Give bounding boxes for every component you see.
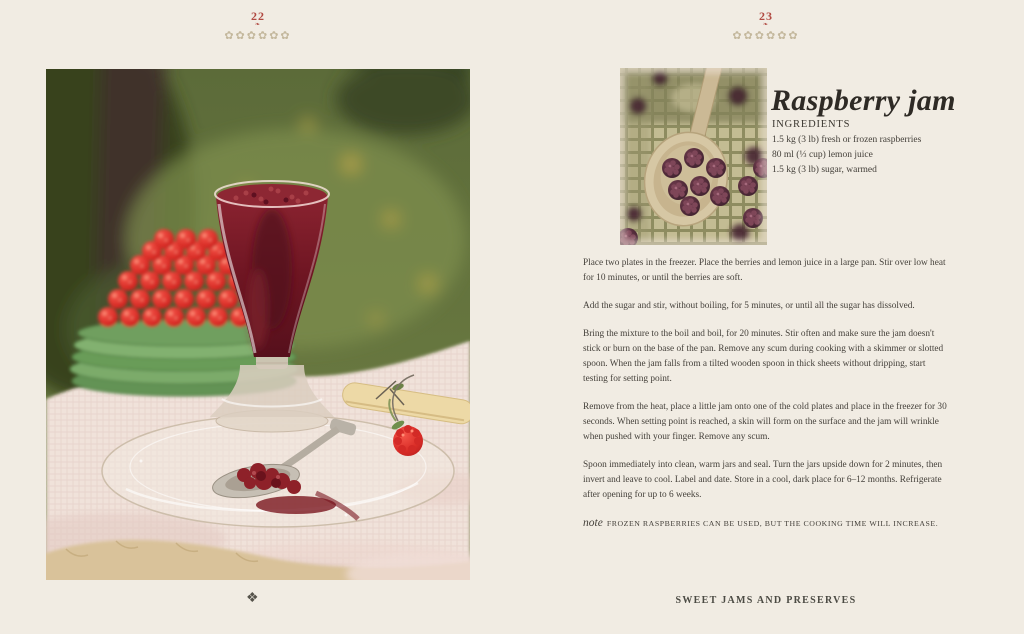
ingredients-list [772,133,1012,178]
ingredient-item: 80 ml (⅓ cup) lemon juice [772,150,873,160]
page-number-text: 23 [759,9,773,23]
recipe-paragraph: Spoon immediately into clean, warm jars and seal. Turn the jars upside down for 2 minutes, then invert and leave to cool. Label and date. Store in a cool, dark place for 6–12 months. Refrigerate after opening for up to 6 weeks. [583,459,943,500]
raspberry-jam-photo [46,69,470,580]
left-page-number [208,10,308,28]
right-page-number [716,10,816,28]
page-number-flourish-icon: ❧ [762,22,770,28]
ingredients-section [772,119,1012,178]
ingredients-heading: INGREDIENTS [772,119,851,130]
note-text: FROZEN RASPBERRIES CAN BE USED, BUT THE COOKING TIME WILL INCREASE. [606,518,939,528]
method-section [583,256,949,532]
flower-ornament-row-icon: ✿✿✿✿✿✿ [224,30,292,42]
flower-ornament-row-icon: ✿✿✿✿✿✿ [732,30,800,42]
note-label: note [583,516,603,529]
chapter-footer: SWEET JAMS AND PRESERVES [675,595,857,606]
recipe-paragraph: Place two plates in the freezer. Place the berries and lemon juice in a large pan. Stir over low heat for 10 minutes, or until the berries are soft. [583,258,946,283]
corner-ornament-icon: ❖ [246,591,259,606]
page-number-text: 22 [251,9,265,23]
ingredient-item: 1.5 kg (3 lb) fresh or frozen raspberries [772,135,922,145]
recipe-note [583,516,949,532]
recipe-paragraph: Bring the mixture to the boil and boil, for 20 minutes. Stir often and make sure the jam doesn't stick or burn on the base of the pan. Remove any scum during cooking with a skimmer or slotted spoon. When the jam falls from a tilted wooden spoon in thick sheets without dripping, start testing for setting point. [583,329,944,384]
recipe-paragraph: Remove from the heat, place a little jam onto one of the cold plates and place in the freezer for 30 seconds. When setting point is reached, a skin will form on the surface and the jam will wrinkle when pushed with your finger. Remove any scum. [583,402,947,442]
recipe-title: Raspberry jam [771,84,956,118]
page-number-flourish-icon: ❧ [254,22,262,28]
recipe-paragraph: Add the sugar and stir, without boiling, for 5 minutes, or until all the sugar has dissolved. [583,301,915,312]
berries-spoon-photo [620,68,767,245]
ingredient-item: 1.5 kg (3 lb) sugar, warmed [772,165,877,175]
